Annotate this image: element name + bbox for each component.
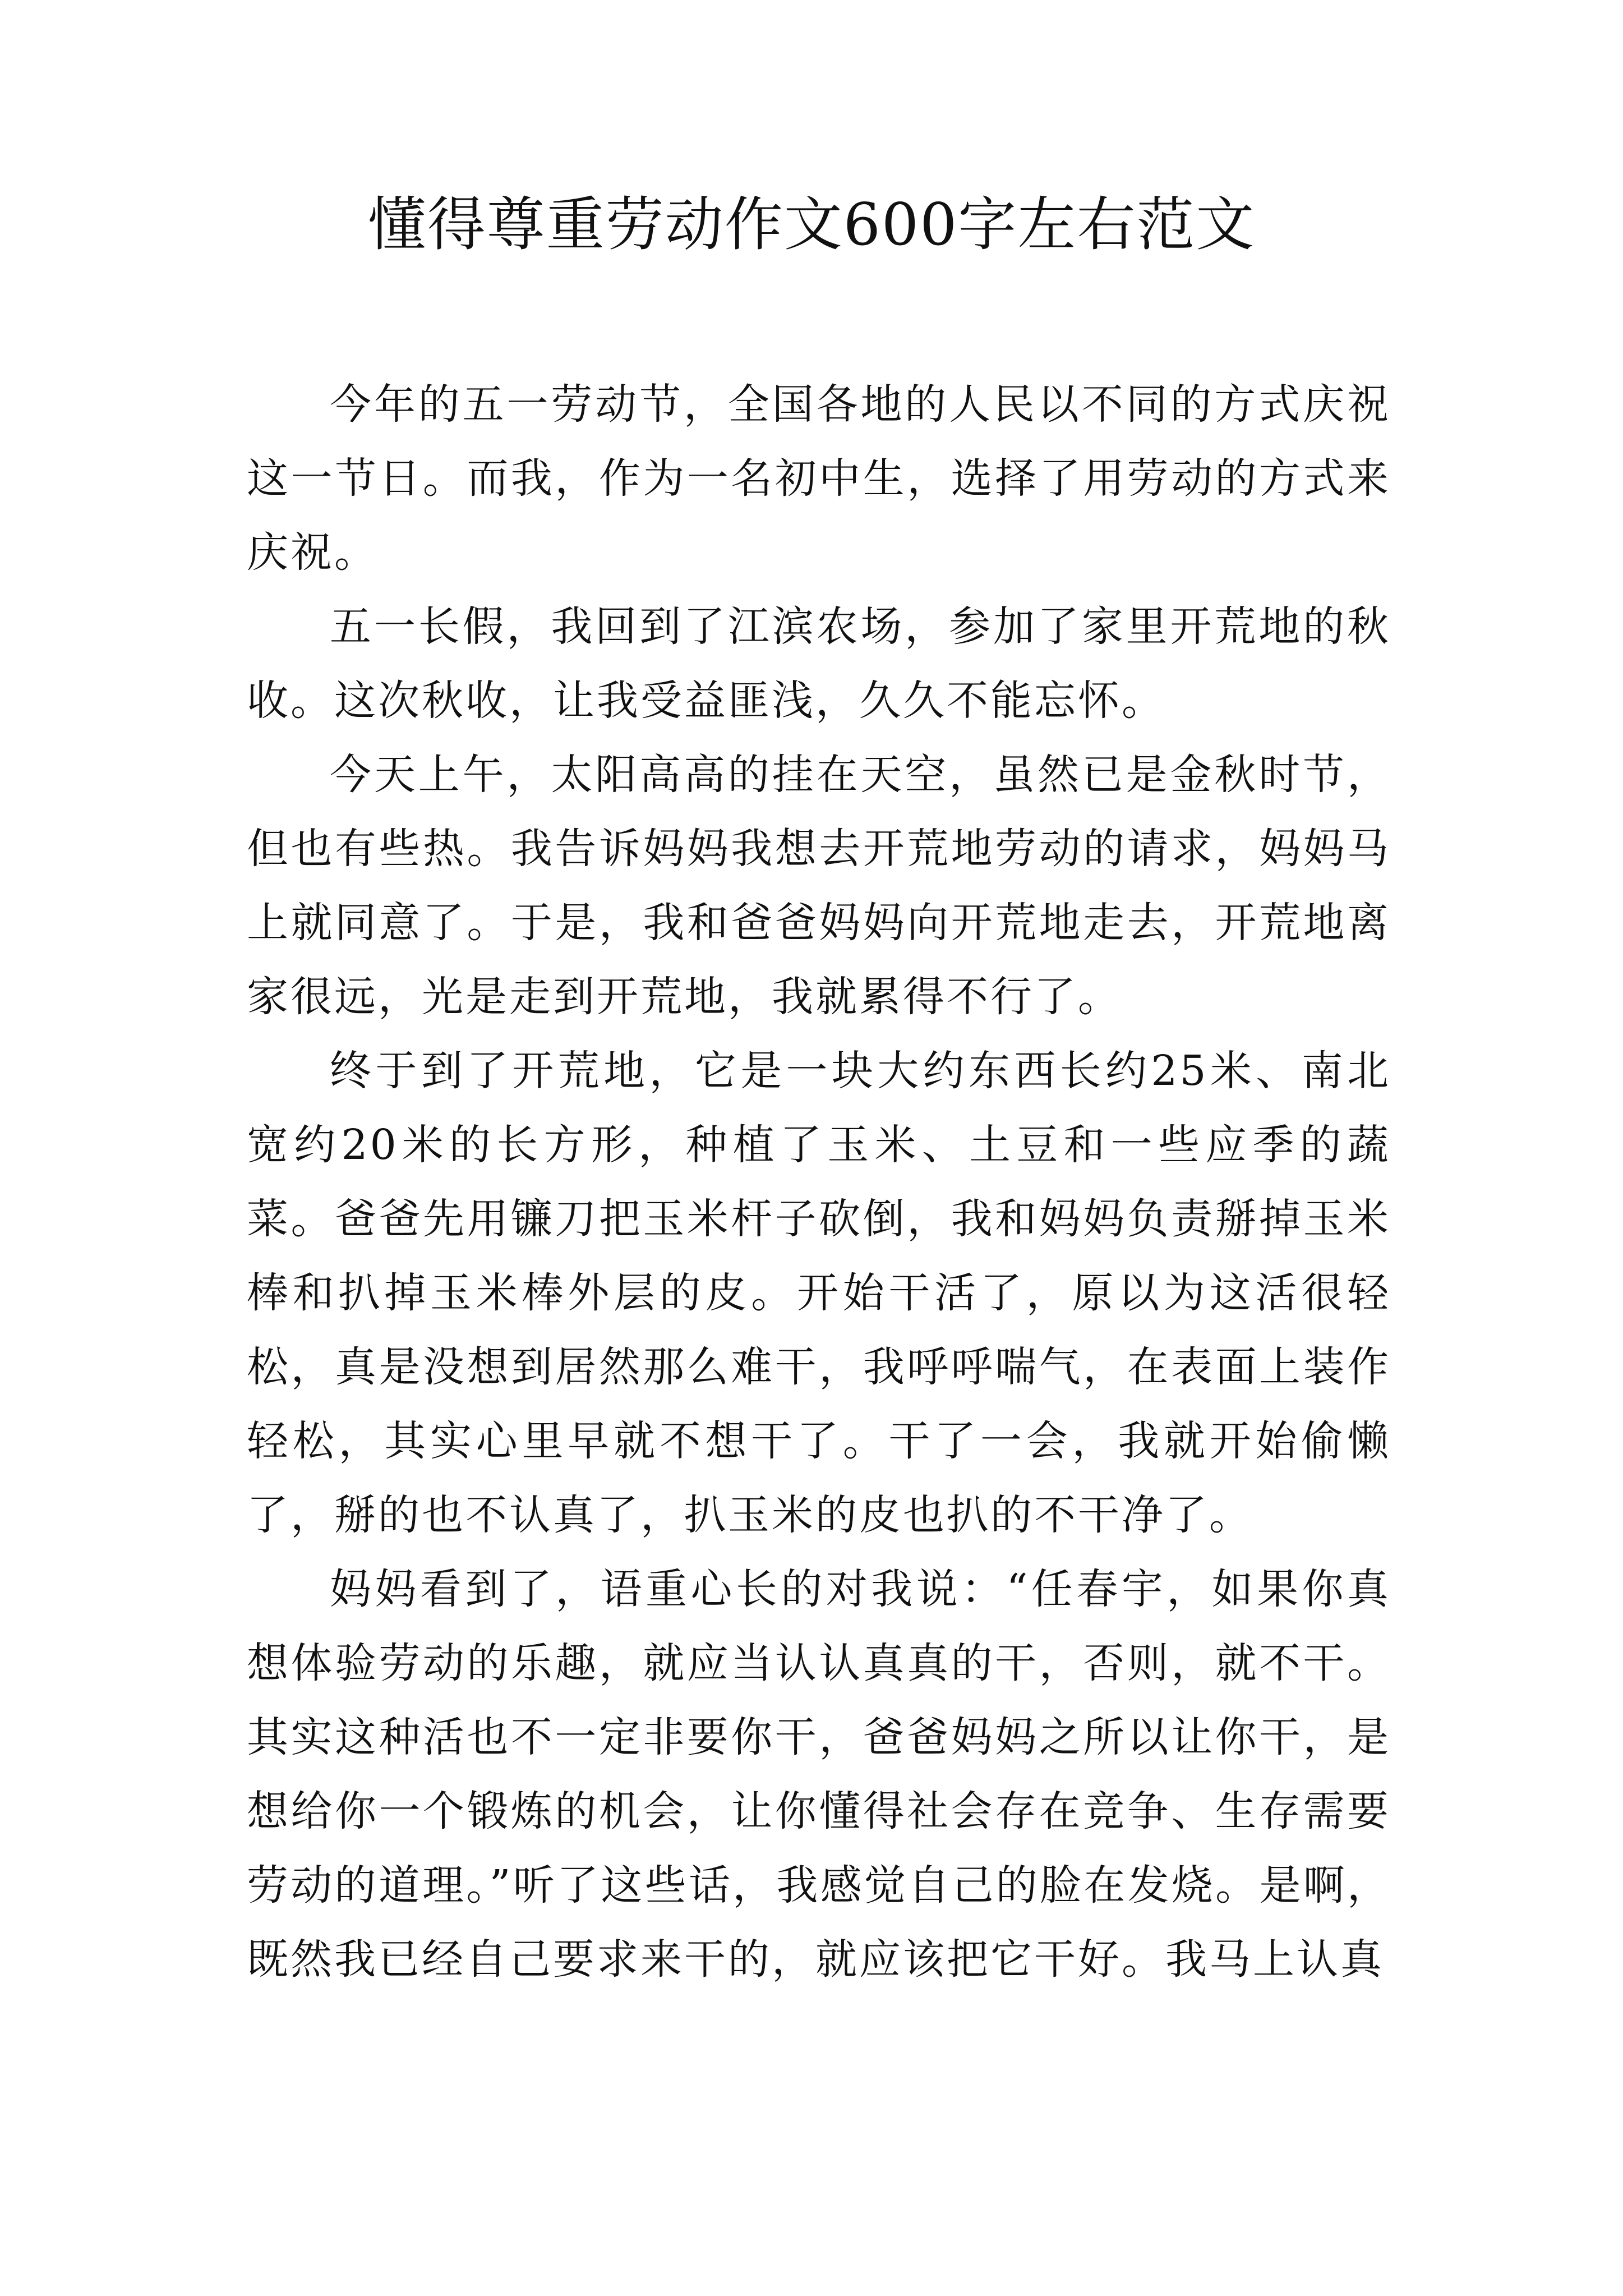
paragraph: 今年的五一劳动节，全国各地的人民以不同的方式庆祝这一节日。而我，作为一名初中生，选择了用劳动的方式来庆祝。 xyxy=(247,380,1391,577)
paragraph: 今天上午，太阳高高的挂在天空，虽然已是金秋时节，但也有些热。我告诉妈妈我想去开荒地劳动的请求，妈妈马上就同意了。于是，我和爸爸妈妈向开荒地走去，开荒地离家很远，光是走到开荒地，我就累得不行了。 xyxy=(247,751,1391,1021)
paragraph: 终于到了开荒地，它是一块大约东西长约25米、南北宽约20米的长方形，种植了玉米、土豆和一些应季的蔬菜。爸爸先用镰刀把玉米杆子砍倒，我和妈妈负责掰掉玉米棒和扒掉玉米棒外层的皮。开始干活了，原以为这活很轻松，真是没想到居然那么难干，我呼呼喘气，在表面上装作轻松，其实心里早就不想干了。干了一会，我就开始偷懒了，掰的也不认真了，扒玉米的皮也扒的不干净了。 xyxy=(247,1047,1391,1539)
document-body xyxy=(247,367,1391,1996)
document-title: 懂得尊重劳动作文600字左右范文 xyxy=(367,190,1256,259)
paragraph: 五一长假，我回到了江滨农场，参加了家里开荒地的秋收。这次秋收，让我受益匪浅，久久不能忘怀。 xyxy=(247,602,1391,725)
paragraph: 妈妈看到了，语重心长的对我说：“任春宇，如果你真想体验劳动的乐趣，就应当认认真真的干，否则，就不干。其实这种活也不一定非要你干，爸爸妈妈之所以让你干，是想给你一个锻炼的机会，让你懂得社会存在竞争、生存需要劳动的道理。”听了这些话，我感觉自己的脸在发烧。是啊，既然我已经自己要求来干的，就应该把它干好。我马上认真 xyxy=(247,1565,1391,1984)
